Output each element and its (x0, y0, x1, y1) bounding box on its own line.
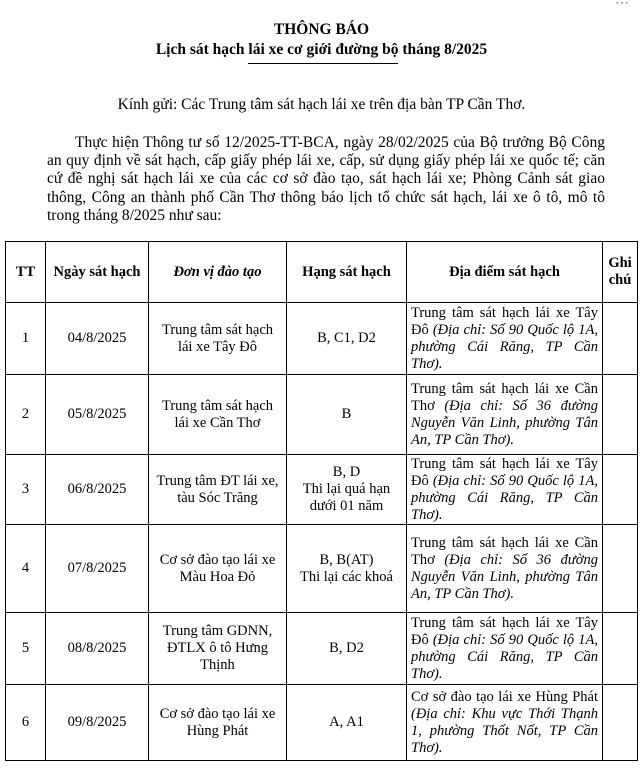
intro-paragraph: Thực hiện Thông tư số 12/2025-TT-BCA, ngày 28/02/2025 của Bộ trưởng Bộ Công an quy định về sát hạch, cấp giấy phép lái xe, cấp, sử dụng giấy phép lái xe quốc tế; căn cứ đề nghị sát hạch lái xe của các cơ sở đào tạo, sát hạch lái xe; Phòng Cảnh sát giao thông, Công an thành phố Cần Thơ thông báo lịch tổ chức sát hạch, lái xe ô tô, mô tô trong tháng 8/2025 như sau: (47, 134, 605, 224)
cell-note (603, 525, 638, 613)
cell-unit: Trung tâm sát hạch lái xe Tây Đô (149, 303, 287, 375)
table-row (6, 525, 638, 613)
header-note: Ghi chú (603, 242, 638, 303)
cell-note (603, 685, 638, 761)
cell-location: Trung tâm sát hạch lái xe Tây Đô (Địa chỉ: Số 90 Quốc lộ 1A, phường Cái Răng, TP Cần Thơ). (407, 455, 603, 525)
cell-class: B, C1, D2 (287, 303, 407, 375)
document-subtitle: Lịch sát hạch lái xe cơ giới đường bộ tháng 8/2025 (155, 41, 488, 58)
cell-note (603, 303, 638, 375)
cell-location: Trung tâm sát hạch lái xe Tây Đô (Địa chỉ: Số 90 Quốc lộ 1A, phường Cái Răng, TP Cần Thơ). (407, 303, 603, 375)
cell-location: Cơ sở đào tạo lái xe Hùng Phát (Địa chỉ: Khu vực Thới Thạnh 1, phường Thốt Nốt, TP Cần Thơ). (407, 685, 603, 761)
more-options-icon[interactable]: ⋯ (615, 0, 629, 11)
cell-unit: Trung tâm ĐT lái xe, tàu Sóc Trăng (149, 455, 287, 525)
cell-location: Trung tâm sát hạch lái xe Cần Thơ (Địa chỉ: Số 36 đường Nguyễn Văn Linh, phường Tân An, TP Cần Thơ). (407, 375, 603, 455)
cell-tt: 3 (6, 455, 46, 525)
table-row (6, 613, 638, 685)
cell-date: 05/8/2025 (46, 375, 149, 455)
table-row (6, 685, 638, 761)
greeting-line: Kính gửi: Các Trung tâm sát hạch lái xe trên địa bàn TP Cần Thơ. (117, 96, 526, 113)
cell-class: B, D2 (287, 613, 407, 685)
cell-tt: 2 (6, 375, 46, 455)
cell-date: 04/8/2025 (46, 303, 149, 375)
cell-note (603, 455, 638, 525)
cell-class: A, A1 (287, 685, 407, 761)
cell-note (603, 375, 638, 455)
cell-unit: Trung tâm GDNN, ĐTLX ô tô Hưng Thịnh (149, 613, 287, 685)
cell-class: B, D Thi lại quá hạn dưới 01 năm (287, 455, 407, 525)
header-location: Địa điểm sát hạch (407, 242, 603, 303)
cell-location: Trung tâm sát hạch lái xe Tây Đô (Địa chỉ: Số 90 Quốc lộ 1A, phường Cái Răng, TP Cần Thơ). (407, 613, 603, 685)
table-row (6, 303, 638, 375)
header-tt: TT (6, 242, 46, 303)
cell-note (603, 613, 638, 685)
table-header-row (6, 242, 638, 303)
cell-class: B, B(AT) Thi lại các khoá (287, 525, 407, 613)
cell-unit: Cơ sở đào tạo lái xe Hùng Phát (149, 685, 287, 761)
cell-date: 06/8/2025 (46, 455, 149, 525)
header-class: Hạng sát hạch (287, 242, 407, 303)
cell-date: 07/8/2025 (46, 525, 149, 613)
cell-location: Trung tâm sát hạch lái xe Cần Thơ (Địa chỉ: Số 36 đường Nguyễn Văn Linh, phường Tân An, TP Cần Thơ). (407, 525, 603, 613)
cell-tt: 1 (6, 303, 46, 375)
table-row (6, 455, 638, 525)
cell-tt: 6 (6, 685, 46, 761)
cell-class: B (287, 375, 407, 455)
exam-schedule-table (5, 241, 638, 761)
cell-date: 09/8/2025 (46, 685, 149, 761)
cell-unit: Trung tâm sát hạch lái xe Cần Thơ (149, 375, 287, 455)
cell-tt: 5 (6, 613, 46, 685)
document-title: THÔNG BÁO (273, 21, 370, 38)
cell-tt: 4 (6, 525, 46, 613)
cell-date: 08/8/2025 (46, 613, 149, 685)
header-date: Ngày sát hạch (46, 242, 149, 303)
table-row (6, 375, 638, 455)
header-unit: Đơn vị đào tạo (149, 242, 287, 303)
title-underline (248, 63, 398, 64)
cell-unit: Cơ sở đào tạo lái xe Màu Hoa Đỏ (149, 525, 287, 613)
